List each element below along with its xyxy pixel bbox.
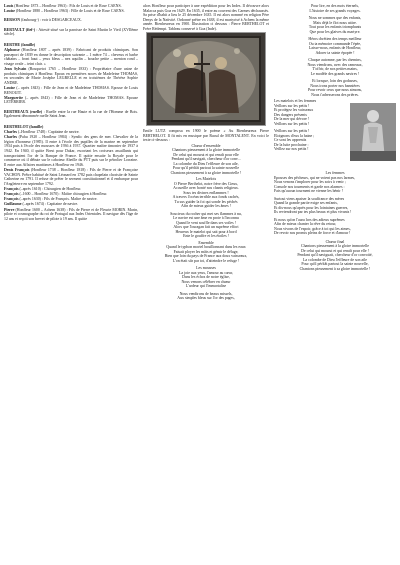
verse-line: Aux simples bleus sur l'or des pages, <box>177 296 235 301</box>
verse-line: Eloignons d'eux la haine ; <box>274 133 315 138</box>
entry-name: Alphonse <box>4 48 20 53</box>
column-left <box>4 4 138 222</box>
verse-line: Chaque automne, par les chemins, <box>308 58 362 62</box>
poem-veillons <box>274 99 344 152</box>
biography-entry <box>4 197 138 202</box>
poem-mousses-continued <box>274 4 396 97</box>
verse-line: Le modèle des grands navires ! <box>310 71 360 76</box>
entry-text: (–après 1630) : Fils de François. Maître de navire. <box>18 197 98 202</box>
verse-line: Veillons sur les petits ! <box>274 121 310 126</box>
verse-line: Ce sont les apprentis <box>274 138 307 142</box>
biography-entry <box>4 67 138 85</box>
biography-entry <box>4 208 138 222</box>
verse-line: Ente le gouffre et les étoiles ! <box>183 234 229 239</box>
verse-line: Quand la grande partie exige ses enfants, <box>274 201 338 205</box>
column-middle <box>143 4 269 301</box>
document-page <box>4 4 396 561</box>
entry-text: (Honfleur 1600 – Achem 1638) : Fils de Pierre et de Fleurie MORIN. Marin, pilote et cosmographe du roi de Portugal aux Indes Orientales. Il navigue dès l'âge de 12 ans et reçoit son brevet de pilote à 19 ans. Il quitte <box>4 207 138 221</box>
verse-line: La joie aux yeux, l'amour au cœur, <box>179 270 233 275</box>
verse-line: Heureux le matelot qui sait pour à bord <box>175 229 237 234</box>
entry-name: François <box>4 197 19 202</box>
biography-entry <box>4 86 138 95</box>
verse-line: Chantons pieusement à sa gloire immortelle ! <box>299 266 371 271</box>
entry-text: (Pahu 1920 – Honfleur 1984) : Syndic des gens de mer. Chevalier de la légion d'honneur (1985). Il entre à l'école des pupilles de la marine en septembre 1934 puis à l'école des mousses de 1936 à 1937. Quartier maître timonier de 1937 à 1942. En 1940, il quitte Brest pour Dakar, escortant les croiseurs assaillants qui transportaient l'or de la Banque de France. Il quitte ensuite la Royale pour le commerce où il débute sur le caboteur Abeille du PTT puis sur le pétrolier Lorraine. Il entre aux Affaires maritimes à Honfleur en 1946. <box>4 135 138 167</box>
verse-line: Veillons sur les petits ! <box>274 129 310 133</box>
verse-line: Pour lire, en des mots éternels, <box>311 4 359 8</box>
entry-name: Jean Sylvain <box>4 67 27 71</box>
biography-entry <box>4 192 138 197</box>
verse-line: A travers l'océan terrible aux fonds cachés, <box>172 195 240 200</box>
verse-line: Mais déjà le flot nous attire. <box>313 20 357 25</box>
entries-louise-louis <box>4 4 138 14</box>
entry-text: : Ruelle entre la rue Haute et la rue de l'Homme de Bois. Egalement dénommée ruelle Saint Jean. <box>4 109 138 119</box>
biography-entry <box>4 4 138 9</box>
poem-chorus-opening <box>143 144 269 176</box>
verse-line: Alors que l'ouragan fait un suprême effort <box>173 225 239 230</box>
heading-berthelot: BERTHELOT (famille) <box>4 124 44 129</box>
poem-femmes <box>274 176 396 236</box>
poem-choeur-final <box>274 244 396 271</box>
entry-text: (Honfleur 1738 – Honfleur 1818) : Fils de Pierre et de Françoise VACHON. Prêtre habitué de Saint Léonard en 1782 puis chapelain chorisite de Sainte Catherine en 1791. Il refuse de prêter le serment constitutionnel et il embarque pour l'Angleterre en septembre 1792. <box>4 167 138 186</box>
poem-intro-caption: Emile LUTZ composa en 1900 le poème « Au Bienheureux Pierre BERTHELOT. Il fit mis en musique par Raoul de MONTALENT. En voici le texte ci-dessous : <box>143 129 269 143</box>
biography-entry <box>4 168 138 186</box>
biography-entry <box>4 135 138 167</box>
verse-line: Fais qu'aucun tourment ne vienne les bénir ! <box>274 189 343 193</box>
verse-line: Chantons pieusement à la gloire immortelle <box>172 148 240 153</box>
verse-line: Veillez sur nos petits ! <box>274 147 309 151</box>
poem-section-title: Les femmes <box>325 171 345 175</box>
verse-line: Nous ne sommes que des enfants, <box>308 16 362 20</box>
poem-ensemble <box>143 245 269 301</box>
verse-line: Et lorsque, loin des godasses, <box>312 79 358 83</box>
verse-line: Afin de mieux chanter la rêve du retour, <box>274 222 337 226</box>
verse-line: Nous vendirons de beaux missels, <box>179 291 233 296</box>
verse-line: Héros chrétien des temps meilleur <box>308 37 362 41</box>
verse-line: Et protégez les vaisseaux <box>274 108 314 112</box>
verse-line: O Pierre Berthelot, notre frère des Cieux, <box>173 181 239 186</box>
entry-name: Pierre <box>4 207 15 212</box>
verse-line: De revoir nos promis pleins de force et d'amour ! <box>274 231 351 235</box>
verse-line: Pour revoir ceux que nous aimons, <box>307 88 363 92</box>
verse-line: Nous vivons de l'espoir, grâce à toi qui les aimes, <box>274 226 351 231</box>
entry-berson <box>4 18 138 23</box>
verse-line: Quand le typhon mortel bouillonnant dans les eaux <box>166 245 246 250</box>
verse-line: Sous tes divines enflammes ! <box>183 190 229 195</box>
verse-line: Que pour les glaives du martyre. <box>309 29 361 34</box>
verse-line: Et nous qu'on l'aura lors des adieux suprêmes <box>274 217 345 222</box>
verse-line: L'on était sûr par toi, d'atteindre le refuge ! <box>172 258 240 263</box>
verse-line: Nous venons célébrer en chœur <box>181 279 231 284</box>
verse-line: Ils reviendront par tes plus beaux et plus vivants ! <box>274 210 352 214</box>
entries-berthelot <box>4 130 138 221</box>
biography-entry <box>4 202 138 207</box>
entries-berthe <box>4 48 138 105</box>
entry-text: : Attesté situé sur la paroisse de Saint Martin le Vieil (XVIIème siècle). <box>4 27 138 37</box>
verse-line: Chœur d'ensemble <box>191 143 221 148</box>
verse-line: Les mousses <box>196 266 216 271</box>
verse-line: Tu sus guider la foi qui sonde les péchés <box>174 199 238 204</box>
entry-bertheaux <box>4 110 138 119</box>
verse-line: L'ardeur qui l'immortalise <box>185 284 227 289</box>
verse-line: La colombe de Dieu l'effleure de son aile <box>302 257 368 262</box>
entry-name: BERSON <box>4 18 20 23</box>
photo-statue <box>350 103 396 161</box>
poem-section-title: Les Matelots <box>195 177 217 182</box>
entry-text: (–après 1610) : Chirurgien de Honfleur. <box>18 186 82 191</box>
heading-berthe: BERTHE (famille) <box>4 42 36 47</box>
verse-line: L'histoire de ses grands voyages. <box>309 8 361 13</box>
verse-line: Laisse-nous, enfants de Honfleur, <box>308 46 362 50</box>
biography-entry <box>4 48 138 66</box>
entry-name: Marguerite <box>4 95 24 100</box>
entry-name: Charles <box>4 130 17 134</box>
entry-name: Louise <box>4 85 16 90</box>
verse-line: Epouses des pêcheurs, qui ne voient pas nos larmes, <box>274 175 356 180</box>
verse-line: Soucieux du rocher qui met ses flammes à nu, <box>170 211 242 216</box>
verse-line: Pour qu'il pérîtât partout la sainte nouvelle <box>172 166 240 171</box>
entry-name: Denis François <box>4 167 30 172</box>
entry-name: Guillaume <box>4 202 22 207</box>
entry-text: (Honfleur 1873 – Honfleur 1963) : Fils de Louis et de Rose CAENS. <box>13 4 122 8</box>
verse-line: Des dangers présents <box>274 112 307 117</box>
biography-entry <box>4 9 138 14</box>
verse-line: Faisait ployer les mâts et gémir le déluge, <box>173 249 239 254</box>
verse-line: Quand le vent souffle dans ses voiles ! <box>176 220 236 225</box>
entry-name: BERTHEAUX (ruelle) <box>4 109 43 114</box>
verse-line: Nous venons t'implorer pour les soirs à venir ; <box>274 180 346 184</box>
verse-line: Chantons pieusement à sa gloire immortelle ! <box>170 170 242 175</box>
verse-line: Pendant qu'il navigait, chercheur d'or conv... <box>171 157 241 162</box>
entry-text: (–1600 – Honfleur 1670) : Maître chirurgien à Honfleur. <box>18 192 108 197</box>
entry-text: (Bouquetot 1765 – Honfleur 1833) : Propriétaire d'une usine de produits chimiques à Honfleur. Epoux en premières noces de Madeleine THOMAS, en secondes de Marie Josèphe LEGRELLE et en troisièmes de Thérèse Sophie ANDRE. <box>4 67 138 85</box>
biography-entry <box>4 187 138 192</box>
verse-line: Veillons sur les petits ! <box>274 103 310 108</box>
entry-text: (– après 1843) : Fille de Jean et de Madeleine THOMAS. Epouse LETERRIER. <box>4 95 138 105</box>
painting-illustration <box>147 33 265 125</box>
verse-line: Bien que loin du pays de France aux doux vaisseaux, <box>164 254 248 259</box>
verse-line: Ou ta mémoire commande l'épée, <box>308 41 362 46</box>
biography-entry <box>4 130 138 135</box>
verse-line: Nous viendrons, avec des rameaux, <box>307 62 363 67</box>
biography-entry <box>4 96 138 105</box>
verse-line: De la mer qui dévore ! <box>274 117 310 121</box>
verse-line: Chantons pieusement à la gloire immortelle <box>301 244 369 248</box>
entry-name: Charles <box>4 135 17 140</box>
entry-text: (– après 1843) : Fille de Jean et de Madeleine THOMAS. Epouse de Louis BENOUIT. <box>4 85 138 95</box>
painting-berthelot <box>146 32 266 126</box>
verse-line: Surtout viens apaiser la souffrance des mères <box>274 196 345 201</box>
verse-line: De celui qui mourut et qui renaît pour elle <box>173 152 239 157</box>
verse-line: Pendant qu'il naviguait, chercheur d'or convoité, <box>297 253 373 257</box>
verse-line: Console nos tourments et garde nos alarmes : <box>274 184 345 189</box>
verses-with-photo <box>274 99 396 169</box>
verse-line: Nous t'adresserons des prières. <box>311 92 359 97</box>
verse-line: Tout pour les enfants triomphants <box>308 25 362 29</box>
verse-line: Dans les échos de notre église, <box>182 275 230 280</box>
verse-line: T'offrir, de nos petites mains, <box>312 67 358 71</box>
verse-line: Et dis-nous qu'après pour les lointaines guerres, <box>274 205 349 210</box>
entry-text: (–après 1674) : Capitaine de navire. <box>21 202 79 207</box>
verse-line: Nous irons porter nos bannières <box>310 83 360 88</box>
entry-name: Louis <box>4 4 14 8</box>
entry-text: (Honfleur 1880 – Honfleur 1963) : Fille de Louis et de Rose CAENS. <box>15 9 125 14</box>
entry-bertault <box>4 28 138 37</box>
column-right <box>274 4 396 271</box>
entry-text: (–Honfleur 1748) : Capitaine de navire. <box>16 130 80 134</box>
poem-section-title: Chœur final <box>325 239 345 244</box>
entry-name: François <box>4 192 19 197</box>
entry-name: BERTAULT (fief-) <box>4 27 36 32</box>
poem-matelots <box>143 182 269 239</box>
verse-line: De la lutte prochaine : <box>274 142 309 147</box>
poem-section-title: Ensemble <box>198 240 214 245</box>
statue-illustration <box>350 103 396 161</box>
verse-line: Le navire est une âme en proie à l'inconnu <box>173 216 239 221</box>
berthelot-continuation: alors Honfleur pour participer à une expédition pour les Indes. Il découvre alors Malacca puis Goa en 1629. En 1635, il entre au couvent des Carmes déchaussés. Sa prise d'habit a lieu le 25 décembre 1635. Il est alors nommé en religion Père Denys de la Nativité. Ordonné prêtre en 1638, il est martyrisé à Achem la même année. Bienheureux en 1900. Illustration ci dessous : Pierre BERTHELOT et Frère Rédempt. Tableau conservé à Goa (Inde). <box>143 4 269 31</box>
verse-line: La colombe du Dieu l'effleure de son aile, <box>173 161 239 166</box>
entry-text: (Honfleur 1807 – après 1839) : Fabricant de produits chimiques. Son passeport de 1839 en donne le description suivante – 1 mètre 74 – cheveux et barbe châtains – front haut – yeux bleus – nez aquilin – bouche petite – menton rond – visage ovale – teint clair. » <box>4 48 138 66</box>
entry-name: François <box>4 186 19 191</box>
verse-line: Accueille avec bonté nos chants religieux. <box>173 186 239 191</box>
verse-line: Pour qu'il pérîtât partout la sainte nouvelle, <box>301 262 369 266</box>
verse-line: Afin de mieux guider les âmes ! <box>181 204 231 209</box>
verse-line: De celui qui mourut et qui renaît pour elle ! <box>301 248 369 253</box>
entry-text: (faubourg-) : voir à DESGARCEAUX. <box>20 18 82 23</box>
verse-line: Les matelots et les femmes <box>274 99 317 103</box>
entry-name: Louise <box>4 9 16 14</box>
verse-line: Adorer ta sainte épopée ! <box>315 50 355 55</box>
